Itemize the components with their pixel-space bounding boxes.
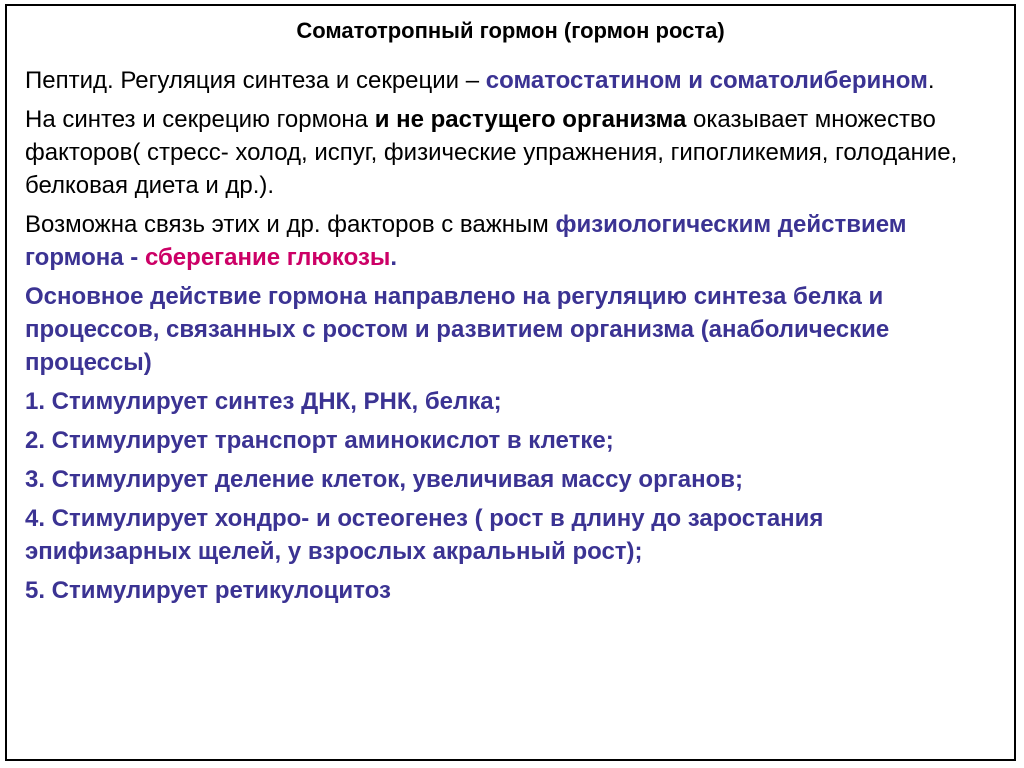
paragraph-regulation xyxy=(25,64,985,97)
paragraph-factors-bold: и не растущего организма xyxy=(374,106,687,133)
paragraph-factors-text2: оказывает множество факторов( стресс- холод, испуг, физические упражнения, гипогликемия, голодание, белковая диета и др.). xyxy=(25,106,958,199)
list-item-5: 5. Стимулирует ретикулоцитоз xyxy=(25,577,391,604)
paragraph-factors-text1: На синтез и секрецию гормона xyxy=(25,106,375,133)
list-item-4: 4. Стимулирует хондро- и остеогенез ( рост в длину до заростания эпифизарных щелей, у взрослых акральный рост); xyxy=(25,505,824,565)
slide-frame xyxy=(5,4,1016,761)
paragraph-action-end: . xyxy=(390,244,398,271)
list-item-1: 1. Стимулирует синтез ДНК, РНК, белка; xyxy=(25,388,502,415)
paragraph-action xyxy=(25,208,985,274)
paragraph-action-pink: сберегание глюкозы xyxy=(144,244,391,271)
slide-content xyxy=(25,64,985,613)
paragraph-main-action: Основное действие гормона направлено на регуляцию синтеза белка и процессов, связанных с ростом и развитием организма (анаболические процессы) xyxy=(25,283,890,376)
list-item-3: 3. Стимулирует деление клеток, увеличивая массу органов; xyxy=(25,466,743,493)
paragraph-action-accent: физиологическим действием гормона - xyxy=(25,211,907,271)
paragraph-factors xyxy=(25,103,985,202)
paragraph-regulation-end: . xyxy=(927,67,935,94)
paragraph-regulation-accent: соматостатином и соматолиберином xyxy=(485,67,928,94)
paragraph-regulation-text: Пептид. Регуляция синтеза и секреции – xyxy=(25,67,486,94)
slide-title: Соматотропный гормон (гормон роста) xyxy=(296,18,725,43)
list-item-2: 2. Стимулирует транспорт аминокислот в клетке; xyxy=(25,427,614,454)
paragraph-action-text: Возможна связь этих и др. факторов с важным xyxy=(25,211,556,238)
